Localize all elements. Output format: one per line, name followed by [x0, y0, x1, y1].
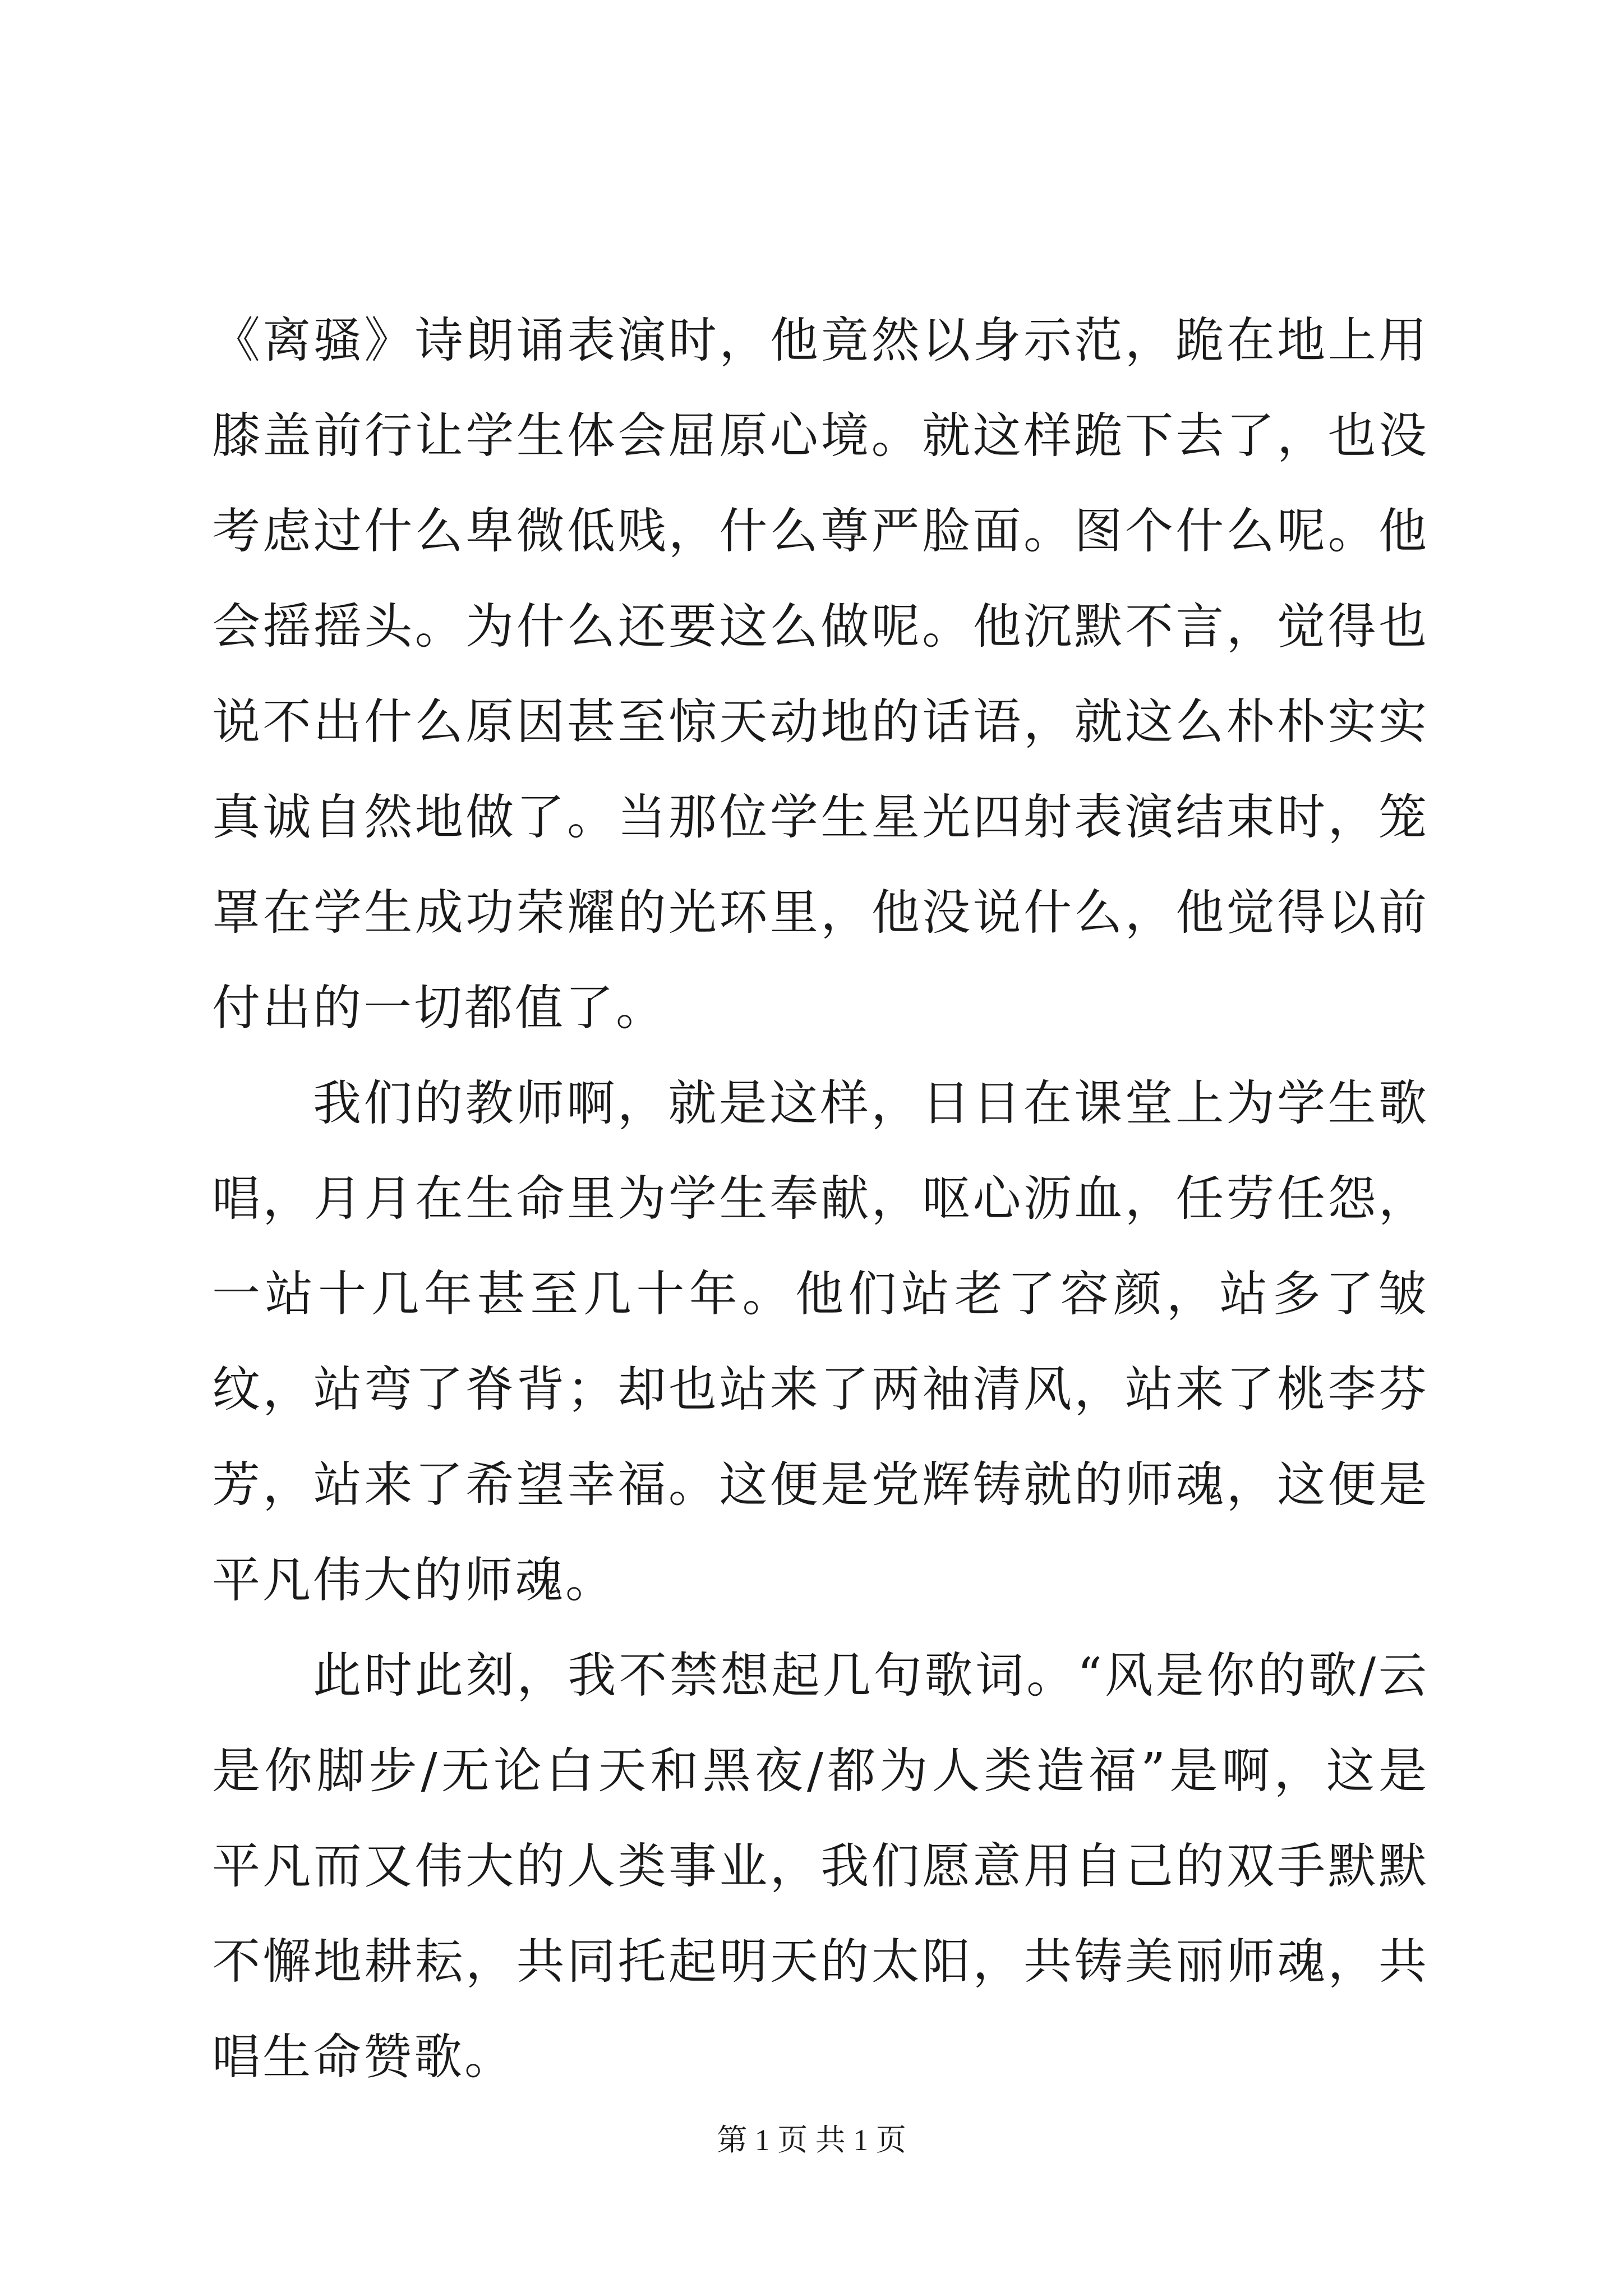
document-body — [212, 293, 1429, 2105]
paragraph-1: 《离骚》诗朗诵表演时，他竟然以身示范，跪在地上用膝盖前行让学生体会屈原心境。就这样跪下去了，也没考虑过什么卑微低贱，什么尊严脸面。图个什么呢。他会摇摇头。为什么还要这么做呢。他沉默不言，觉得也说不出什么原因甚至惊天动地的话语，就这么朴朴实实真诚自然地做了。当那位学生星光四射表演结束时，笼罩在学生成功荣耀的光环里，他没说什么，他觉得以前付出的一切都值了。 — [212, 312, 1429, 1036]
paragraph-3: 此时此刻，我不禁想起几句歌词。“风是你的歌/云是你脚步/无论白天和黑夜/都为人类造福”是啊，这是平凡而又伟大的人类事业，我们愿意用自己的双手默默不懈地耕耘，共同托起明天的太阳，共铸美丽师魂，共唱生命赞歌。 — [212, 1648, 1429, 2085]
paragraph-2: 我们的教师啊，就是这样，日日在课堂上为学生歌唱，月月在生命里为学生奉献，呕心沥血，任劳任怨，一站十几年甚至几十年。他们站老了容颜，站多了皱纹，站弯了脊背；却也站来了两袖清风，站来了桃李芬芳，站来了希望幸福。这便是党辉铸就的师魂，这便是平凡伟大的师魂。 — [212, 1075, 1429, 1608]
page-footer: 第 1 页 共 1 页 — [717, 2123, 906, 2157]
